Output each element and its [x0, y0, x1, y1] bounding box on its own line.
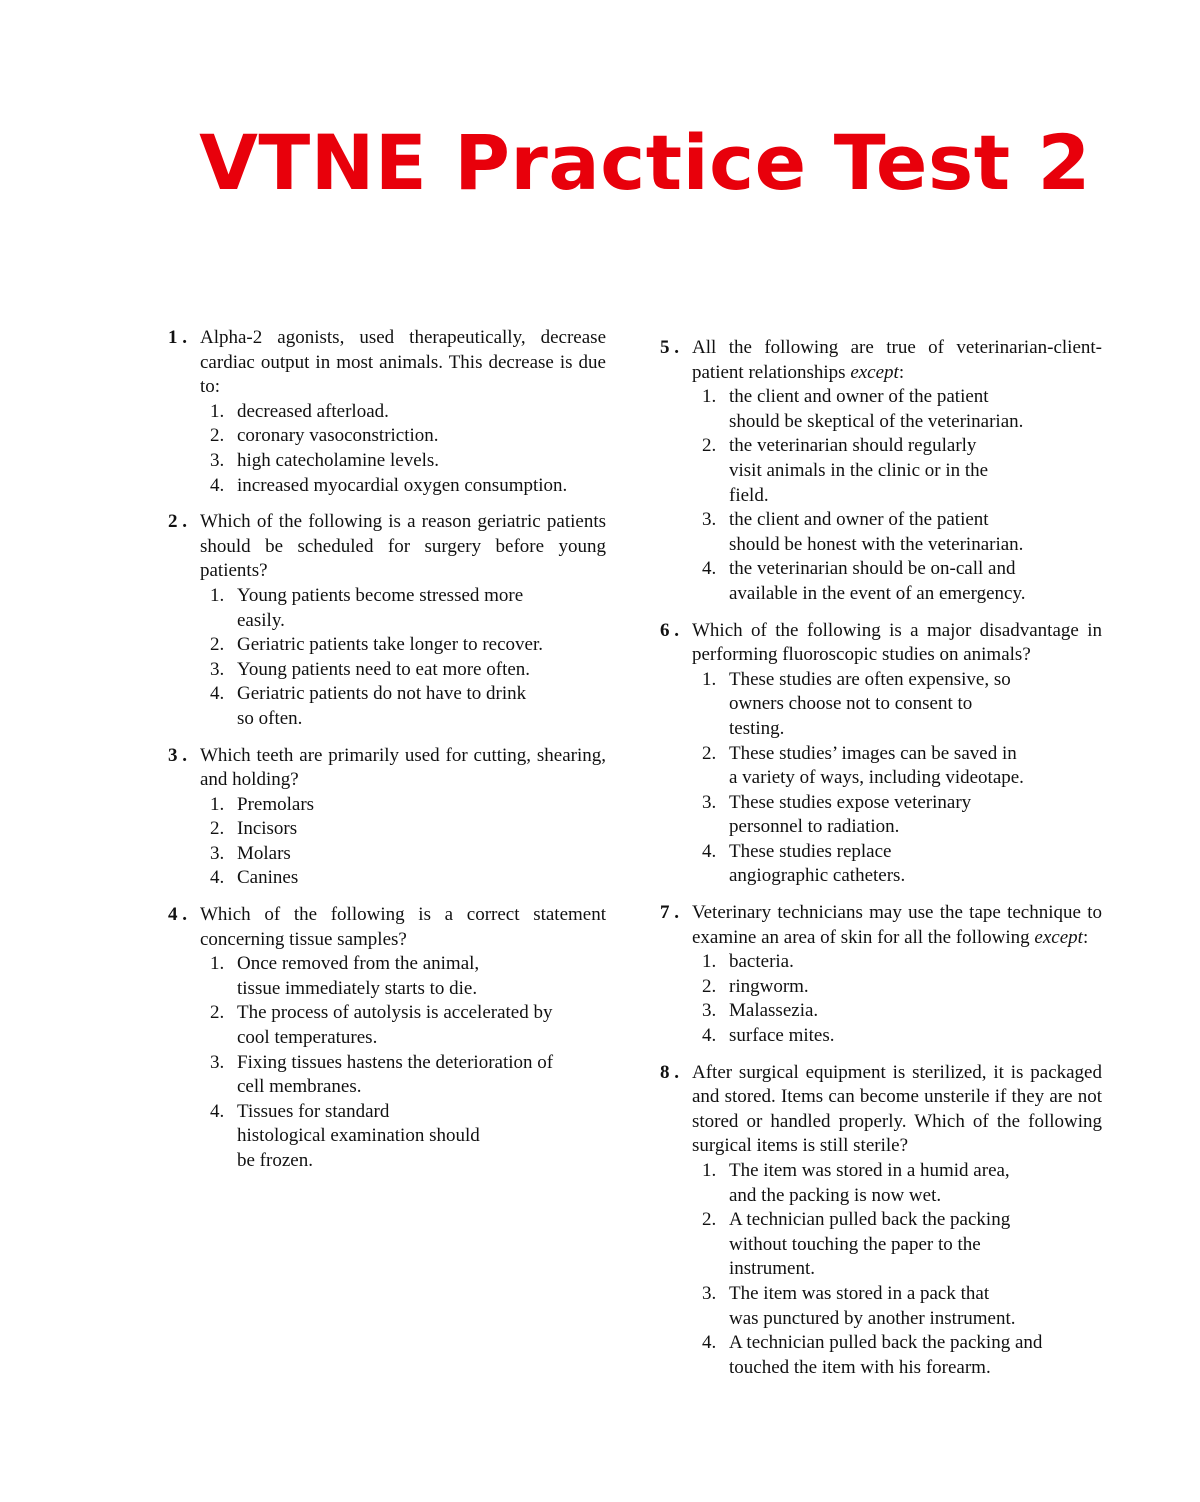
answer-option: 2. coronary vasoconstriction.	[210, 425, 439, 447]
answer-options	[660, 385, 1102, 606]
question-number: 4 .	[168, 904, 187, 926]
answer-option: 4. A technician pulled back the packing and touched the item with his forearm.	[702, 1332, 1043, 1378]
question-number: 7 .	[660, 902, 679, 924]
answer-options	[168, 400, 606, 498]
answer-option: 3. Fixing tissues hastens the deterioration of cell membranes.	[210, 1051, 554, 1098]
question-number: 2 .	[168, 511, 187, 533]
answer-options	[168, 584, 606, 732]
answer-option: 1. These studies are often expensive, so owners choose not to consent to testing.	[702, 668, 1011, 739]
question-stem: 8 . After surgical equipment is sterilized, it is packaged and stored. Items can become unsterile if they are not stored or handled properly. Which of the following surgical items is still sterile?	[660, 1061, 1102, 1157]
answer-option: 4. Geriatric patients do not have to drink so often.	[210, 683, 527, 729]
answer-option: 2. ringworm.	[702, 975, 809, 997]
answer-option: 2. Incisors	[210, 818, 298, 840]
answer-option: 1. Once removed from the animal, tissue immediately starts to die.	[210, 953, 480, 999]
answer-option: 4. the veterinarian should be on-call and available in the event of an emergency.	[702, 558, 1026, 604]
answer-option: 4. Tissues for standard histological examination should be frozen.	[210, 1100, 480, 1171]
answer-option: 1. decreased afterload.	[210, 400, 389, 422]
question-stem: 2 . Which of the following is a reason geriatric patients should be scheduled for surgery before young patients?	[168, 511, 606, 582]
right-column	[660, 336, 1102, 1392]
answer-options	[660, 668, 1102, 889]
question-stem: 7 . Veterinary technicians may use the tape technique to examine an area of skin for all the following except:	[660, 902, 1102, 948]
answer-option: 4. increased myocardial oxygen consumption.	[210, 474, 568, 496]
question-7	[660, 901, 1102, 1049]
question-6	[660, 619, 1102, 890]
question-number: 8 .	[660, 1061, 679, 1083]
answer-option: 3. the client and owner of the patient should be honest with the veterinarian.	[702, 509, 1024, 555]
answer-option: 2. A technician pulled back the packing without touching the paper to the instrument.	[702, 1209, 1011, 1280]
answer-option: 3. These studies expose veterinary personnel to radiation.	[702, 791, 972, 838]
answer-option: 2. the veterinarian should regularly visit animals in the clinic or in the field.	[702, 435, 989, 506]
answer-option: 3. Molars	[210, 842, 291, 864]
answer-option: 4. surface mites.	[702, 1025, 835, 1047]
question-stem: 1 . Alpha-2 agonists, used therapeutically, decrease cardiac output in most animals. This decrease is due to:	[168, 327, 606, 398]
question-number: 1 .	[168, 327, 187, 348]
left-column	[168, 326, 606, 1186]
page-title: VTNE Practice Test 2	[199, 118, 1091, 207]
answer-option: 1. Young patients become stressed more easily.	[210, 584, 524, 631]
answer-option: 1. the client and owner of the patient should be skeptical of the veterinarian.	[702, 386, 1024, 432]
answer-option: 1. bacteria.	[702, 951, 794, 973]
answer-option: 2. Geriatric patients take longer to recover.	[210, 634, 543, 656]
answer-option: 1. Premolars	[210, 793, 315, 815]
answer-option: 2. These studies’ images can be saved in a variety of ways, including videotape.	[702, 742, 1024, 789]
answer-options	[168, 793, 606, 891]
answer-option: 3. high catecholamine levels.	[210, 449, 440, 471]
answer-options	[168, 952, 606, 1173]
answer-options	[660, 1159, 1102, 1380]
answer-option: 4. These studies replace angiographic catheters.	[702, 840, 906, 887]
question-8	[660, 1061, 1102, 1381]
question-stem: 4 . Which of the following is a correct statement concerning tissue samples?	[168, 904, 606, 950]
question-2	[168, 510, 606, 731]
question-1	[168, 326, 606, 498]
answer-option: 1. The item was stored in a humid area, and the packing is now wet.	[702, 1160, 1010, 1206]
answer-option: 3. The item was stored in a pack that was punctured by another instrument.	[702, 1282, 1016, 1329]
question-stem: 5 . All the following are true of veterinarian-client-patient relationships except:	[660, 337, 1102, 383]
question-4	[168, 903, 606, 1174]
answer-option: 4. Canines	[210, 867, 299, 889]
question-5	[660, 336, 1102, 607]
answer-options	[660, 950, 1102, 1048]
question-number: 5 .	[660, 337, 679, 358]
question-3	[168, 744, 606, 892]
answer-option: 2. The process of autolysis is accelerated by cool temperatures.	[210, 1002, 553, 1049]
answer-option: 3. Young patients need to eat more often.	[210, 658, 531, 680]
question-number: 3 .	[168, 744, 187, 766]
answer-option: 3. Malassezia.	[702, 1000, 819, 1022]
question-stem: 6 . Which of the following is a major disadvantage in performing fluoroscopic studies on animals?	[660, 619, 1102, 666]
question-number: 6 .	[660, 619, 679, 641]
question-stem: 3 . Which teeth are primarily used for cutting, shearing, and holding?	[168, 744, 606, 791]
